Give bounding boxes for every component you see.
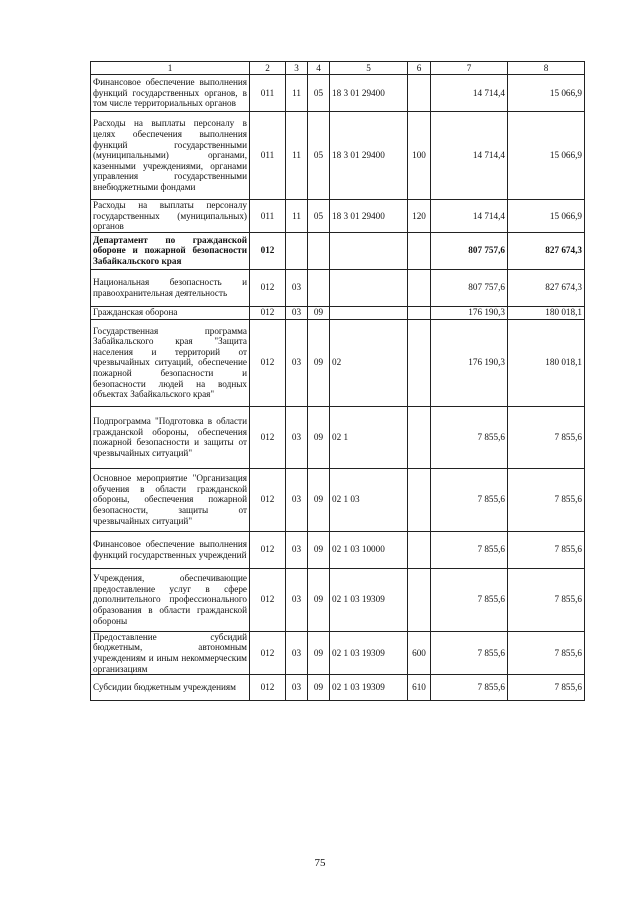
- col-name: Расходы на выплаты персоналу государственных (муниципальных) органов: [91, 200, 250, 233]
- col-subsection: 09: [308, 568, 330, 631]
- col-expense-type: [408, 319, 431, 406]
- col-year-2: 15 066,9: [508, 112, 585, 200]
- col-section: [286, 232, 308, 269]
- col-subsection: 05: [308, 200, 330, 233]
- col-target-article: 02 1: [330, 406, 408, 468]
- col-year-1: 7 855,6: [431, 468, 508, 531]
- col-year-1: 807 757,6: [431, 269, 508, 306]
- col-section: 03: [286, 675, 308, 701]
- table-row: [91, 75, 585, 112]
- col-name: Финансовое обеспечение выполнения функций государственных учреждений: [91, 531, 250, 568]
- col-subsection: 09: [308, 319, 330, 406]
- col-subsection: 09: [308, 675, 330, 701]
- col-section: 11: [286, 75, 308, 112]
- col-section: 03: [286, 306, 308, 319]
- col-year-1: 14 714,4: [431, 75, 508, 112]
- col-year-2: 15 066,9: [508, 75, 585, 112]
- col-target-article: 18 3 01 29400: [330, 75, 408, 112]
- col-name: Основное мероприятие "Организация обучения в области гражданской обороны, обеспечения пожарной безопасности, защиты от чрезвычайных ситуаций": [91, 468, 250, 531]
- col-expense-type: [408, 406, 431, 468]
- col-year-1: 7 855,6: [431, 568, 508, 631]
- col-subsection: 09: [308, 468, 330, 531]
- col-year-1: 7 855,6: [431, 531, 508, 568]
- col-section: 11: [286, 200, 308, 233]
- col-year-1: 14 714,4: [431, 200, 508, 233]
- col-section: 03: [286, 468, 308, 531]
- col-subsection: 09: [308, 406, 330, 468]
- col-subsection: [308, 269, 330, 306]
- header-row: [91, 62, 585, 75]
- col-year-1: 176 190,3: [431, 319, 508, 406]
- col-expense-type: 100: [408, 112, 431, 200]
- col-section: 03: [286, 269, 308, 306]
- col-target-article: 02 1 03 19309: [330, 568, 408, 631]
- col-subsection: [308, 232, 330, 269]
- col-expense-type: [408, 75, 431, 112]
- header-cell-2: 2: [250, 62, 286, 75]
- col-code-ministry: 011: [250, 112, 286, 200]
- col-target-article: 18 3 01 29400: [330, 200, 408, 233]
- col-year-1: 176 190,3: [431, 306, 508, 319]
- col-expense-type: [408, 531, 431, 568]
- col-section: 03: [286, 631, 308, 674]
- col-section: 11: [286, 112, 308, 200]
- col-year-2: 7 855,6: [508, 468, 585, 531]
- col-expense-type: [408, 468, 431, 531]
- col-year-2: 7 855,6: [508, 568, 585, 631]
- col-year-1: 7 855,6: [431, 675, 508, 701]
- col-target-article: 02: [330, 319, 408, 406]
- col-code-ministry: 012: [250, 631, 286, 674]
- table-row: [91, 200, 585, 233]
- col-expense-type: [408, 306, 431, 319]
- header-cell-3: 3: [286, 62, 308, 75]
- col-section: 03: [286, 568, 308, 631]
- col-target-article: 18 3 01 29400: [330, 112, 408, 200]
- col-target-article: 02 1 03 10000: [330, 531, 408, 568]
- header-cell-7: 7: [431, 62, 508, 75]
- col-code-ministry: 012: [250, 531, 286, 568]
- col-name: Подпрограмма "Подготовка в области гражданской обороны, обеспечения пожарной безопасности и защиты от чрезвычайных ситуаций": [91, 406, 250, 468]
- col-name: Расходы на выплаты персоналу в целях обеспечения выполнения функций государственными (муниципальными) органами, казенными учреждениями, органами управления государственными внебюджетными фондами: [91, 112, 250, 200]
- col-name: Гражданская оборона: [91, 306, 250, 319]
- header-cell-6: 6: [408, 62, 431, 75]
- header-cell-5: 5: [330, 62, 408, 75]
- col-expense-type: [408, 568, 431, 631]
- table-row: [91, 468, 585, 531]
- col-year-2: 7 855,6: [508, 631, 585, 674]
- page-number: 75: [314, 857, 326, 869]
- table-body: [91, 62, 585, 701]
- col-year-2: 7 855,6: [508, 531, 585, 568]
- table-row: [91, 269, 585, 306]
- col-section: 03: [286, 406, 308, 468]
- col-year-2: 827 674,3: [508, 269, 585, 306]
- table-row: [91, 631, 585, 674]
- table-row: [91, 319, 585, 406]
- col-expense-type: [408, 232, 431, 269]
- col-year-1: 7 855,6: [431, 631, 508, 674]
- table-row: [91, 568, 585, 631]
- header-cell-4: 4: [308, 62, 330, 75]
- col-target-article: [330, 269, 408, 306]
- table-row: [91, 232, 585, 269]
- table-row: [91, 406, 585, 468]
- col-target-article: 02 1 03: [330, 468, 408, 531]
- col-code-ministry: 012: [250, 568, 286, 631]
- table-row: [91, 531, 585, 568]
- col-section: 03: [286, 319, 308, 406]
- col-code-ministry: 012: [250, 406, 286, 468]
- col-subsection: 09: [308, 306, 330, 319]
- col-name: Субсидии бюджетным учреждениям: [91, 675, 250, 701]
- col-year-1: 14 714,4: [431, 112, 508, 200]
- col-expense-type: 610: [408, 675, 431, 701]
- col-code-ministry: 011: [250, 200, 286, 233]
- col-expense-type: 600: [408, 631, 431, 674]
- col-name: Национальная безопасность и правоохранительная деятельность: [91, 269, 250, 306]
- col-subsection: 09: [308, 531, 330, 568]
- table-row: [91, 306, 585, 319]
- col-year-2: 7 855,6: [508, 675, 585, 701]
- col-target-article: [330, 306, 408, 319]
- col-target-article: [330, 232, 408, 269]
- table-row: [91, 675, 585, 701]
- col-expense-type: 120: [408, 200, 431, 233]
- col-year-1: 807 757,6: [431, 232, 508, 269]
- col-code-ministry: 011: [250, 75, 286, 112]
- col-name: Финансовое обеспечение выполнения функций государственных органов, в том числе территориальных органов: [91, 75, 250, 112]
- col-section: 03: [286, 531, 308, 568]
- col-year-2: 827 674,3: [508, 232, 585, 269]
- col-year-1: 7 855,6: [431, 406, 508, 468]
- budget-table: [90, 61, 585, 701]
- col-year-2: 15 066,9: [508, 200, 585, 233]
- col-subsection: 05: [308, 112, 330, 200]
- header-cell-1: 1: [91, 62, 250, 75]
- col-name: Государственная программа Забайкальского края "Защита населения и территорий от чрезвычайных ситуаций, обеспечение пожарной безопасности и безопасности людей на водных объектах Забайкальского края": [91, 319, 250, 406]
- col-code-ministry: 012: [250, 306, 286, 319]
- col-target-article: 02 1 03 19309: [330, 631, 408, 674]
- col-name: Департамент по гражданской обороне и пожарной безопасности Забайкальского края: [91, 232, 250, 269]
- col-code-ministry: 012: [250, 319, 286, 406]
- col-code-ministry: 012: [250, 468, 286, 531]
- col-expense-type: [408, 269, 431, 306]
- col-year-2: 7 855,6: [508, 406, 585, 468]
- col-year-2: 180 018,1: [508, 306, 585, 319]
- col-code-ministry: 012: [250, 675, 286, 701]
- col-code-ministry: 012: [250, 269, 286, 306]
- col-target-article: 02 1 03 19309: [330, 675, 408, 701]
- col-subsection: 05: [308, 75, 330, 112]
- col-name: Учреждения, обеспечивающие предоставление услуг в сфере дополнительного профессионального образования в области гражданской обороны: [91, 568, 250, 631]
- col-year-2: 180 018,1: [508, 319, 585, 406]
- header-cell-8: 8: [508, 62, 585, 75]
- col-code-ministry: 012: [250, 232, 286, 269]
- col-name: Предоставление субсидий бюджетным, автономным учреждениям и иным некоммерческим организациям: [91, 631, 250, 674]
- table-row: [91, 112, 585, 200]
- col-subsection: 09: [308, 631, 330, 674]
